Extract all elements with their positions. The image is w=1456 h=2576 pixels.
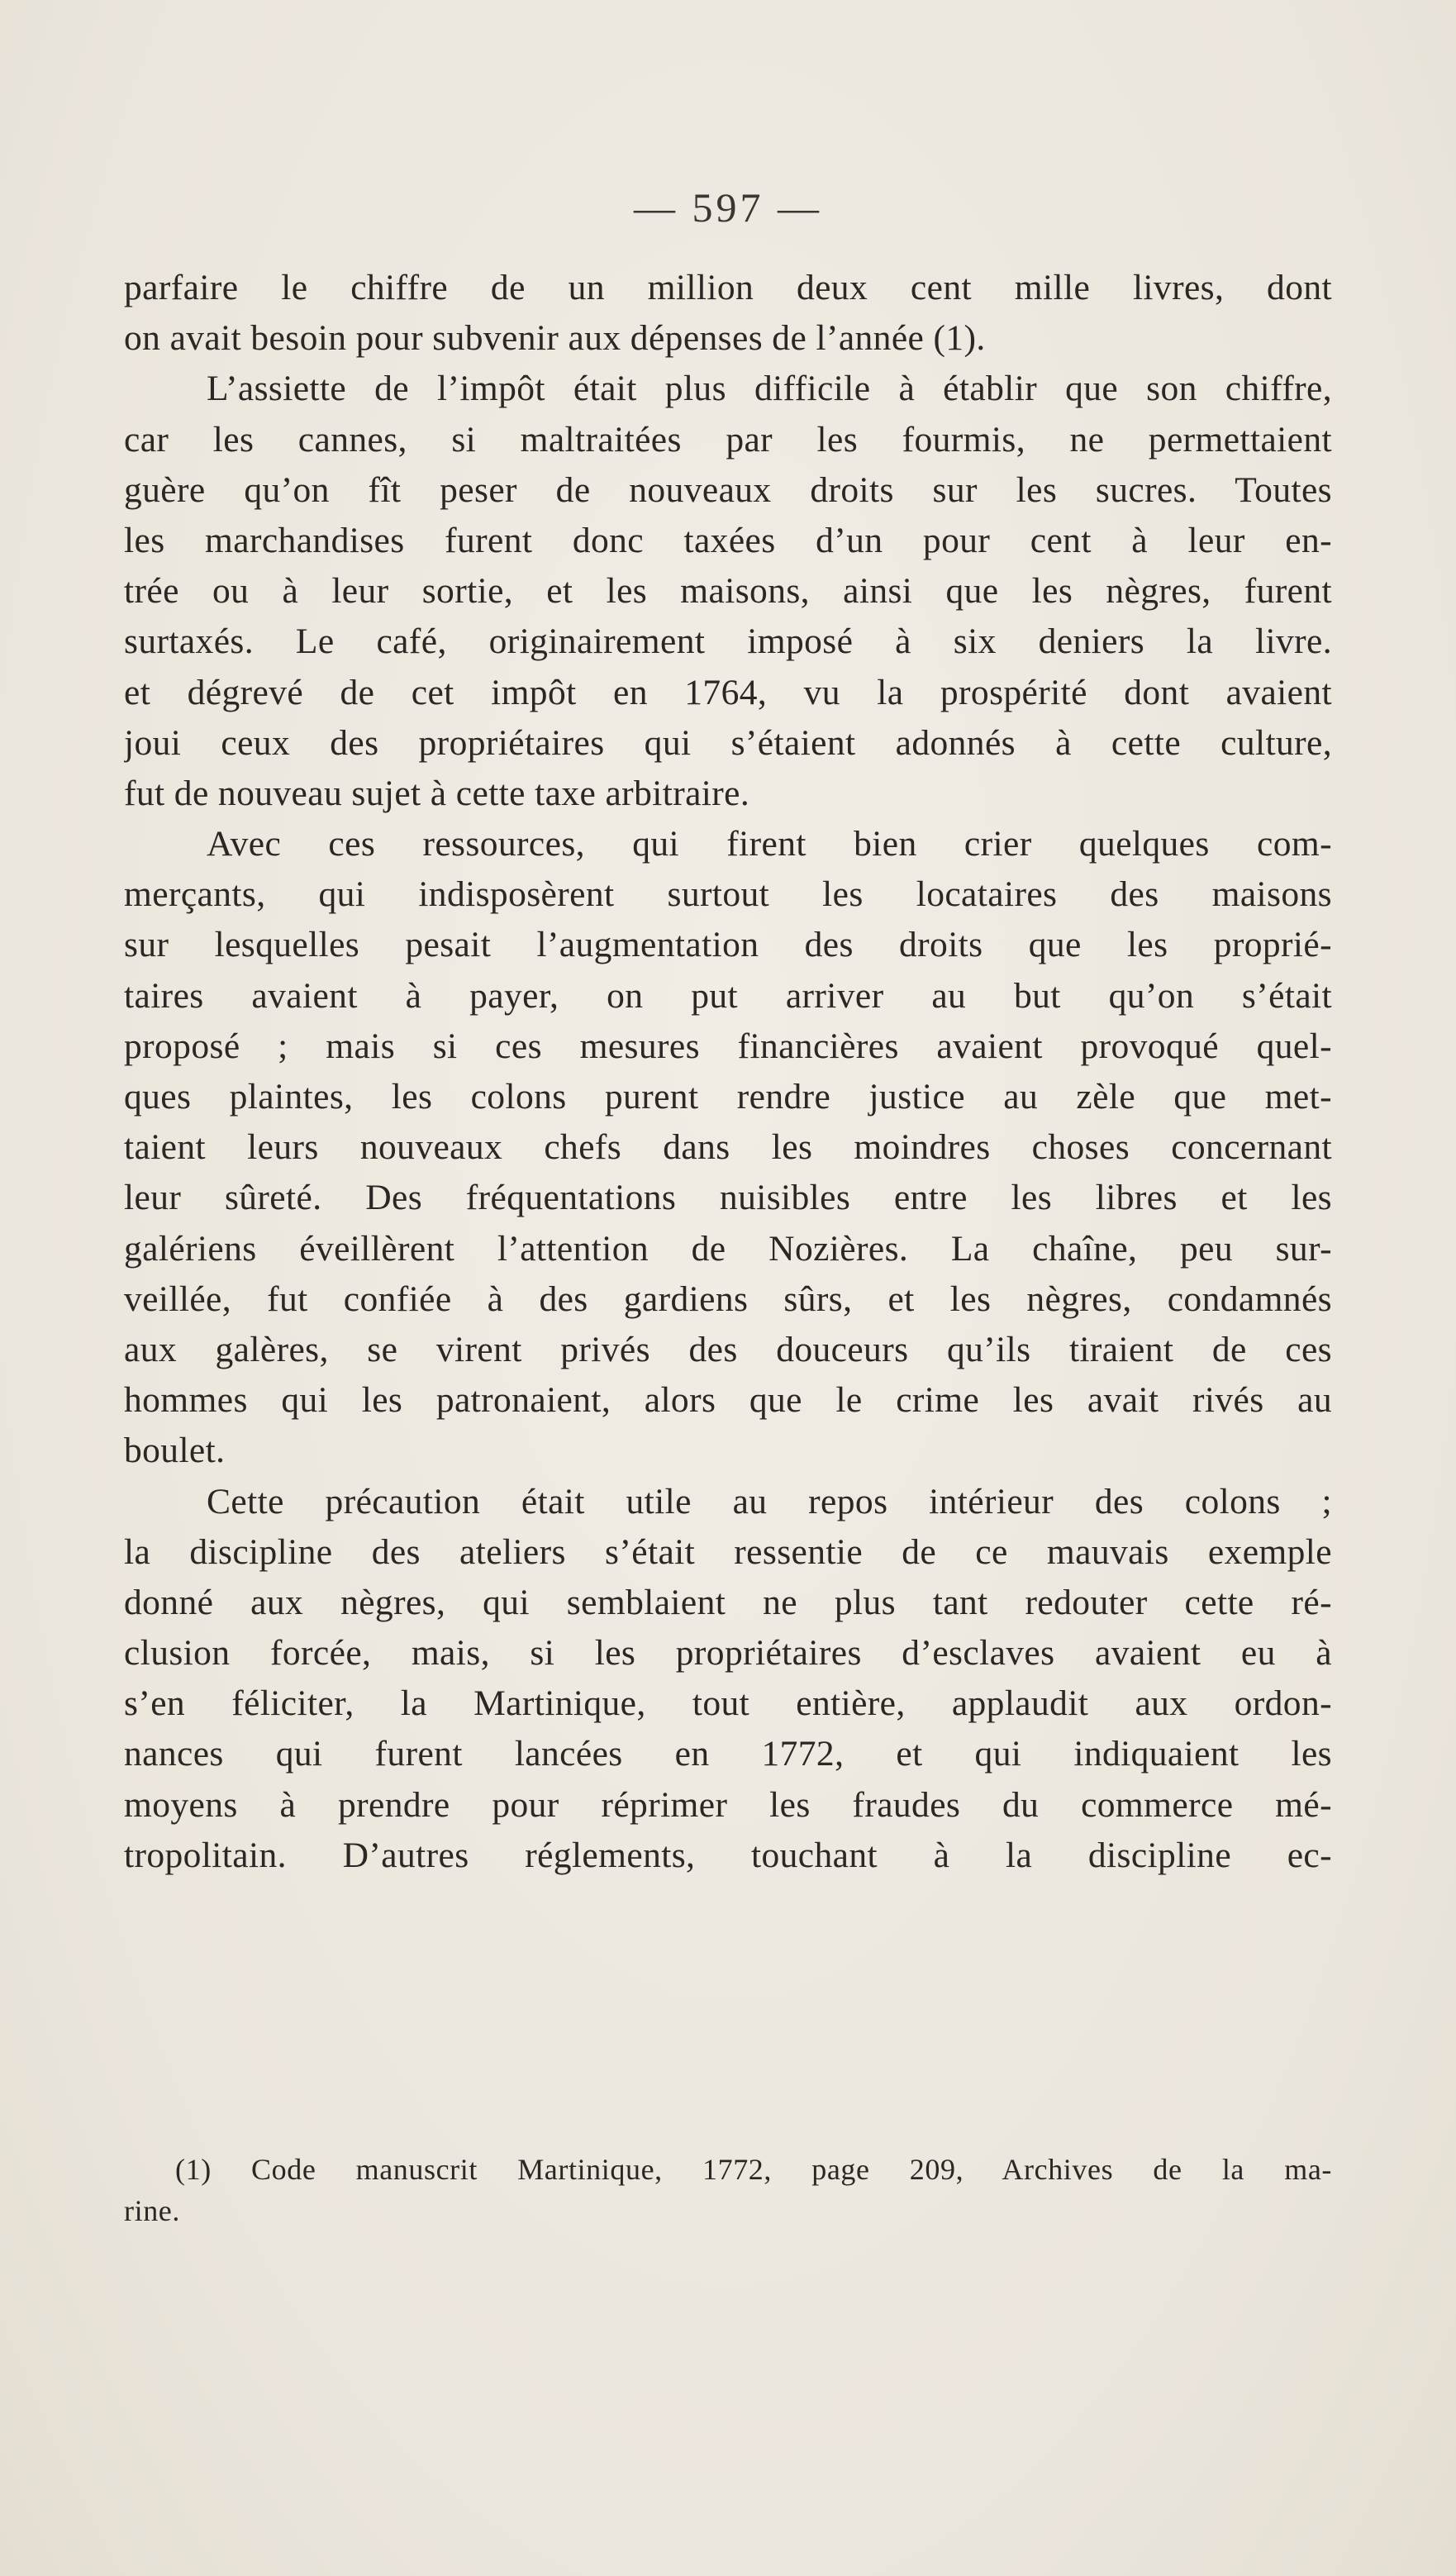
text-line: donné aux nègres, qui semblaient ne plus tant redouter cette ré- bbox=[124, 1582, 1332, 1622]
footnote bbox=[124, 2149, 1332, 2231]
text-line: taires avaient à payer, on put arriver au but qu’on s’était bbox=[124, 975, 1332, 1016]
text-line: boulet. bbox=[124, 1431, 226, 1471]
text-line: parfaire le chiffre de un million deux cent mille livres, dont bbox=[124, 268, 1332, 307]
text-line: moyens à prendre pour réprimer les fraudes du commerce mé- bbox=[124, 1784, 1332, 1825]
text-line: Cette précaution était utile au repos intérieur des colons ; bbox=[207, 1481, 1332, 1521]
text-line: et dégrevé de cet impôt en 1764, vu la prospérité dont avaient bbox=[124, 672, 1332, 712]
text-line: L’assiette de l’impôt était plus difficile à établir que son chiffre, bbox=[207, 369, 1332, 409]
footnote-line: rine. bbox=[124, 2194, 180, 2227]
text-line: trée ou à leur sortie, et les maisons, ainsi que les nègres, furent bbox=[124, 571, 1332, 612]
text-line: sur lesquelles pesait l’augmentation des droits que les proprié- bbox=[124, 925, 1332, 965]
text-line: galériens éveillèrent l’attention de Nozières. La chaîne, peu sur- bbox=[124, 1228, 1332, 1269]
text-line: les marchandises furent donc taxées d’un pour cent à leur en- bbox=[124, 520, 1332, 560]
text-line: clusion forcée, mais, si les propriétaires d’esclaves avaient eu à bbox=[124, 1633, 1332, 1674]
text-line: guère qu’on fît peser de nouveaux droits sur les sucres. Toutes bbox=[124, 469, 1332, 510]
text-line: hommes qui les patronaient, alors que le crime les avait rivés au bbox=[124, 1380, 1332, 1421]
page-number: — 597 — bbox=[634, 184, 822, 231]
footnote-line: (1) Code manuscrit Martinique, 1772, page 209, Archives de la ma- bbox=[175, 2153, 1332, 2186]
text-line: s’en féliciter, la Martinique, tout entière, applaudit aux ordon- bbox=[124, 1683, 1332, 1724]
text-line: proposé ; mais si ces mesures financières avaient provoqué quel- bbox=[124, 1026, 1332, 1066]
text-line: on avait besoin pour subvenir aux dépenses de l’année (1). bbox=[124, 318, 986, 359]
text-line: leur sûreté. Des fréquentations nuisibles entre les libres et les bbox=[124, 1178, 1332, 1218]
text-line: veillée, fut confiée à des gardiens sûrs, et les nègres, condamnés bbox=[124, 1278, 1332, 1319]
text-line: taient leurs nouveaux chefs dans les moindres choses concernant bbox=[124, 1127, 1332, 1168]
text-line: nances qui furent lancées en 1772, et qui indiquaient les bbox=[124, 1734, 1332, 1774]
text-line: Avec ces ressources, qui firent bien crier quelques com- bbox=[207, 824, 1332, 864]
text-line: aux galères, se virent privés des douceurs qu’ils tiraient de ces bbox=[124, 1329, 1332, 1369]
text-line: joui ceux des propriétaires qui s’étaient adonnés à cette culture, bbox=[124, 722, 1332, 763]
text-line: car les cannes, si maltraitées par les fourmis, ne permettaient bbox=[124, 419, 1332, 459]
text-line: merçants, qui indisposèrent surtout les locataires des maisons bbox=[124, 874, 1332, 915]
text-line: la discipline des ateliers s’était ressentie de ce mauvais exemple bbox=[124, 1531, 1332, 1572]
text-line: fut de nouveau sujet à cette taxe arbitraire. bbox=[124, 773, 750, 813]
text-line: surtaxés. Le café, originairement imposé à six deniers la livre. bbox=[124, 621, 1332, 662]
text-line: tropolitain. D’autres réglements, touchant à la discipline ec- bbox=[124, 1835, 1332, 1875]
text-line: ques plaintes, les colons purent rendre justice au zèle que met- bbox=[124, 1077, 1332, 1117]
body-text bbox=[124, 263, 1332, 1881]
